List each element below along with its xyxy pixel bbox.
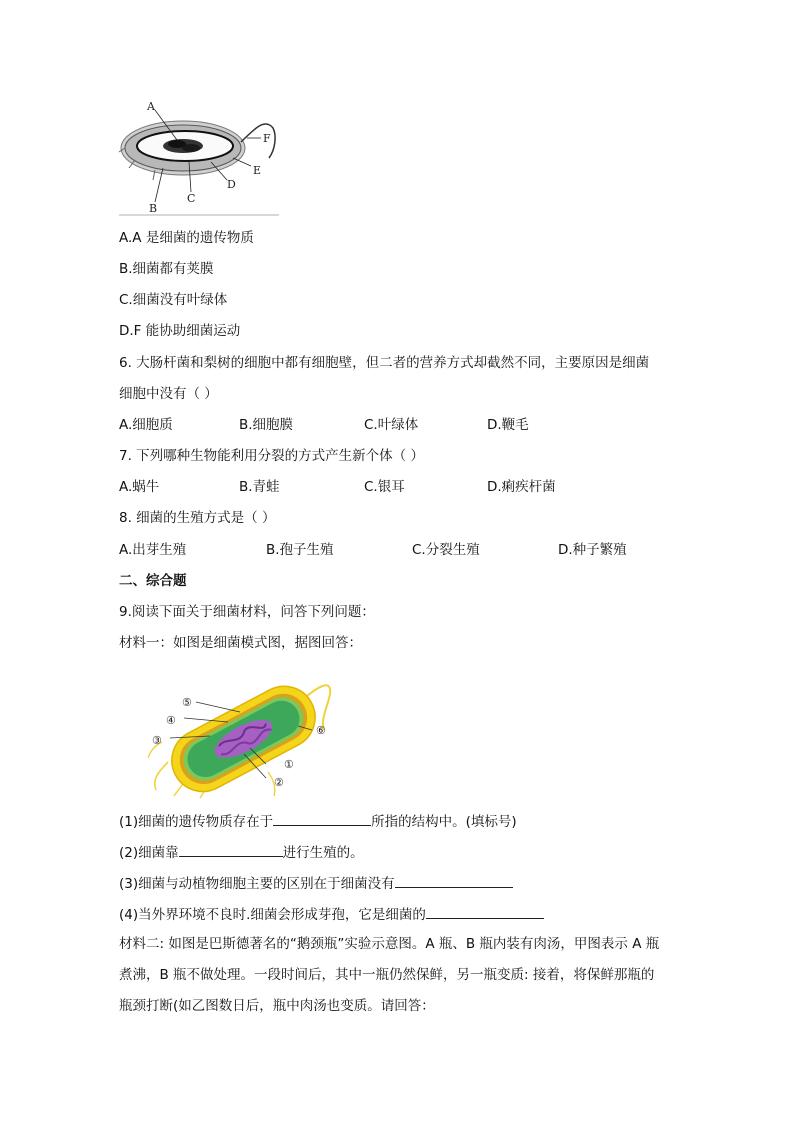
answer-blank-3[interactable] xyxy=(395,873,513,888)
q9-material2-line1: 材料二: 如图是巴斯德著名的“鹅颈瓶”实验示意图。A 瓶、B 瓶内装有肉汤，甲图表示 A 瓶 xyxy=(119,936,660,952)
q9-sub2-prefix: (2)细菌靠 xyxy=(119,845,179,861)
q8-option-b: B.孢子生殖 xyxy=(266,542,334,558)
bacterium-figure-1 xyxy=(115,98,285,218)
q6-option-d: D.鞭毛 xyxy=(487,417,529,433)
q6-option-a: A.细胞质 xyxy=(119,417,173,433)
q6-stem-line1: 6. 大肠杆菌和梨树的细胞中都有细胞壁，但二者的营养方式却截然不同，主要原因是细菌 xyxy=(119,355,650,371)
q9-material1: 材料一：如图是细菌模式图，据图回答： xyxy=(119,635,362,651)
q6-option-b: B.细胞膜 xyxy=(239,417,294,433)
q7-option-c: C.银耳 xyxy=(364,479,405,495)
q9-material2-line3: 瓶颈打断(如乙图数日后，瓶中肉汤也变质。请回答： xyxy=(119,998,435,1014)
q8-option-d: D.种子繁殖 xyxy=(558,542,627,558)
q9-sub2-suffix: 进行生殖的。 xyxy=(282,845,364,861)
fig1-label-b: B xyxy=(149,202,158,215)
fig2-label-4: ④ xyxy=(166,714,176,727)
q6-stem-line2: 细胞中没有（ ） xyxy=(119,386,218,402)
q9-sub3 xyxy=(119,873,513,893)
q5-option-b: B.细菌都有荚膜 xyxy=(119,261,214,277)
answer-blank-2[interactable] xyxy=(179,842,283,857)
fig1-label-d: D xyxy=(227,178,236,191)
q9-sub2 xyxy=(119,842,364,862)
answer-blank-4[interactable] xyxy=(426,904,544,919)
q8-option-c: C.分裂生殖 xyxy=(412,542,480,558)
fig2-label-2: ② xyxy=(274,776,284,789)
fig2-label-5: ⑤ xyxy=(182,696,192,709)
q9-intro: 9.阅读下面关于细菌材料，问答下列问题： xyxy=(119,604,375,620)
q5-option-a: A.A 是细菌的遗传物质 xyxy=(119,230,254,246)
q7-option-a: A.蜗牛 xyxy=(119,479,160,495)
q8-stem: 8. 细菌的生殖方式是（ ） xyxy=(119,510,276,526)
fig1-label-e: E xyxy=(253,164,262,177)
fig2-label-1: ① xyxy=(284,758,294,771)
section-title: 二、综合题 xyxy=(119,573,187,589)
fig2-label-6: ⑥ xyxy=(316,724,326,737)
q7-option-d: D.痢疾杆菌 xyxy=(487,479,556,495)
q6-option-c: C.叶绿体 xyxy=(364,417,419,433)
q5-option-d: D.F 能协助细菌运动 xyxy=(119,323,241,339)
q7-stem: 7. 下列哪种生物能利用分裂的方式产生新个体（ ） xyxy=(119,448,424,464)
q9-material2-line2: 煮沸，B 瓶不做处理。一段时间后，其中一瓶仍然保鲜，另一瓶变质: 接着，将保鲜那瓶的 xyxy=(119,967,655,983)
fig1-label-c: C xyxy=(187,192,196,205)
answer-blank-1[interactable] xyxy=(273,811,371,826)
q7-option-b: B.青蛙 xyxy=(239,479,280,495)
q9-sub3-prefix: (3)细菌与动植物细胞主要的区别在于细菌没有 xyxy=(119,876,395,892)
fig2-label-3: ③ xyxy=(152,734,162,747)
fig1-label-f: F xyxy=(263,132,271,145)
q9-sub1-suffix: 所指的结构中。(填标号) xyxy=(371,814,517,830)
q9-sub1 xyxy=(119,811,517,831)
q9-sub1-prefix: (1)细菌的遗传物质存在于 xyxy=(119,814,274,830)
fig1-label-a: A xyxy=(147,100,155,113)
q5-option-c: C.细菌没有叶绿体 xyxy=(119,292,228,308)
q9-sub4-prefix: (4)当外界环境不良时.细菌会形成芽孢，它是细菌的 xyxy=(119,907,426,923)
q8-option-a: A.出芽生殖 xyxy=(119,542,187,558)
q9-sub4 xyxy=(119,904,544,924)
bacterium-figure-2 xyxy=(148,672,348,800)
